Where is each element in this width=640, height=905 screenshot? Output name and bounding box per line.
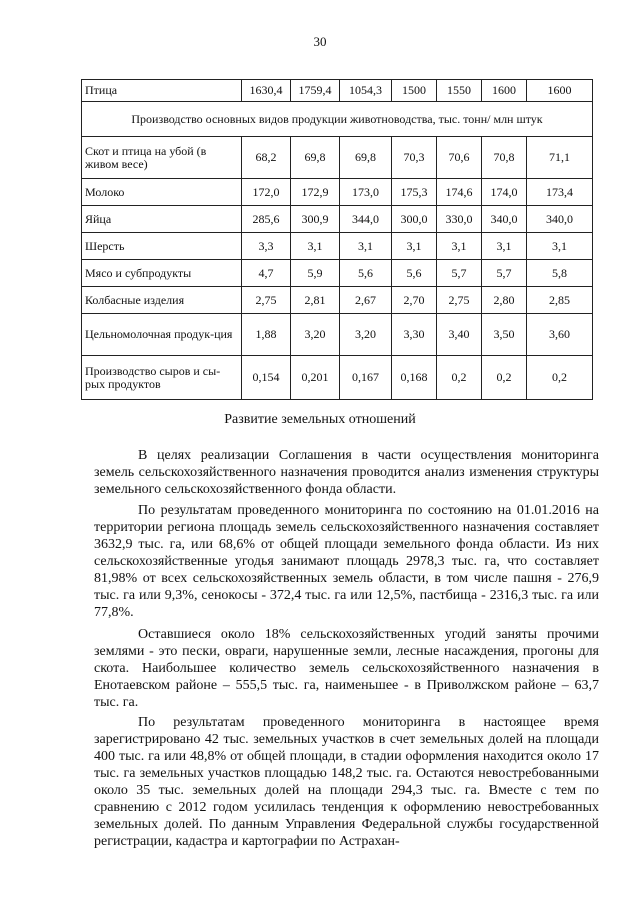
table-cell: 3,1: [340, 233, 392, 260]
table-cell: 1054,3: [340, 80, 392, 102]
table-cell: 70,3: [392, 137, 437, 179]
row-label: Шерсть: [82, 233, 242, 260]
section-heading: Развитие земельных отношений: [224, 412, 416, 427]
table-cell: 2,85: [527, 287, 593, 314]
row-label: Молоко: [82, 179, 242, 206]
table-cell: 69,8: [291, 137, 340, 179]
row-label: Яйца: [82, 206, 242, 233]
table-cell: 70,8: [482, 137, 527, 179]
table-cell: 285,6: [242, 206, 291, 233]
table-cell: 1500: [392, 80, 437, 102]
row-label: Цельномолочная продук-ция: [82, 314, 242, 356]
row-label: Производство сыров и сы-рых продуктов: [82, 356, 242, 400]
table-row: [82, 314, 593, 356]
table-cell: 174,0: [482, 179, 527, 206]
table-row: [82, 260, 593, 287]
table-cell: 172,0: [242, 179, 291, 206]
table-cell: 2,81: [291, 287, 340, 314]
table-cell: 5,6: [340, 260, 392, 287]
table-cell: 70,6: [437, 137, 482, 179]
section-title: Производство основных видов продукции животноводства, тыс. тонн/ млн штук: [82, 102, 593, 137]
paragraph-text: Оставшиеся около 18% сельскохозяйственных угодий заняты прочими землями - это пески, овраги, нарушенные земли, лесные насаждения, прогоны для скота. Наибольшее количество земель сельскохозяйственного назначения в Енотаевском районе – 555,5 тыс. га, наименьшее - в Приволжском районе – 63,7 тыс. га.: [94, 627, 599, 710]
table-cell: 1550: [437, 80, 482, 102]
table-cell: 330,0: [437, 206, 482, 233]
table-cell: 0,154: [242, 356, 291, 400]
table-cell: 173,4: [527, 179, 593, 206]
table-cell: 1630,4: [242, 80, 291, 102]
table-cell: 4,7: [242, 260, 291, 287]
table-cell: 5,9: [291, 260, 340, 287]
table-cell: 344,0: [340, 206, 392, 233]
body-paragraph: [94, 447, 599, 498]
table-cell: 3,30: [392, 314, 437, 356]
table-cell: 3,20: [291, 314, 340, 356]
table-cell: 173,0: [340, 179, 392, 206]
table-cell: 2,75: [437, 287, 482, 314]
table-cell: 0,2: [437, 356, 482, 400]
table-cell: 0,168: [392, 356, 437, 400]
table-cell: 3,1: [527, 233, 593, 260]
production-table: [81, 79, 593, 400]
table-row: [82, 80, 593, 102]
table-cell: 1600: [527, 80, 593, 102]
table-cell: 3,1: [482, 233, 527, 260]
row-label: Скот и птица на убой (в живом весе): [82, 137, 242, 179]
row-label: Мясо и субпродукты: [82, 260, 242, 287]
table-cell: 340,0: [482, 206, 527, 233]
page-number: 30: [313, 34, 327, 49]
table-cell: 5,7: [482, 260, 527, 287]
table-cell: 2,67: [340, 287, 392, 314]
table-cell: 0,2: [527, 356, 593, 400]
table-cell: 3,1: [291, 233, 340, 260]
table-cell: 0,167: [340, 356, 392, 400]
table-cell: 300,9: [291, 206, 340, 233]
table-cell: 175,3: [392, 179, 437, 206]
table-row: [82, 356, 593, 400]
table-cell: 0,201: [291, 356, 340, 400]
paragraph-text: В целях реализации Соглашения в части осуществления мониторинга земель сельскохозяйственного назначения проводится анализ изменения структуры земельного сельскохозяйственного фонда области.: [94, 448, 599, 497]
table-cell: 300,0: [392, 206, 437, 233]
body-paragraph: [94, 714, 599, 850]
body-paragraph: [94, 626, 599, 711]
table-cell: 0,2: [482, 356, 527, 400]
table-cell: 2,70: [392, 287, 437, 314]
table-cell: 1759,4: [291, 80, 340, 102]
table-cell: 68,2: [242, 137, 291, 179]
table-cell: 3,20: [340, 314, 392, 356]
table-cell: 2,80: [482, 287, 527, 314]
table-section-row: [82, 102, 593, 137]
table-cell: 2,75: [242, 287, 291, 314]
table-cell: 3,1: [392, 233, 437, 260]
table-cell: 5,6: [392, 260, 437, 287]
table-cell: 71,1: [527, 137, 593, 179]
table-cell: 3,50: [482, 314, 527, 356]
table-cell: 172,9: [291, 179, 340, 206]
paragraph-text: По результатам проведенного мониторинга в настоящее время зарегистрировано 42 тыс. земельных участков в счет земельных долей на площади 400 тыс. га или 48,8% от общей площади, в стадии оформления находится около 17 тыс. га земельных участков площадью 148,2 тыс. га. Остаются невостребованными около 35 тыс. земельных долей на площади 294,3 тыс. га. Вместе с тем по сравнению с 2012 годом усилилась тенденция к оформлению невостребованных земельных долей. По данным Управления Федеральной службы государственной регистрации, кадастра и картографии по Астрахан-: [94, 715, 599, 849]
table-row: [82, 206, 593, 233]
table-cell: 69,8: [340, 137, 392, 179]
table-row: [82, 287, 593, 314]
table-cell: 1600: [482, 80, 527, 102]
body-paragraph: [94, 502, 599, 621]
table-cell: 3,1: [437, 233, 482, 260]
table-cell: 174,6: [437, 179, 482, 206]
row-label: Колбасные изделия: [82, 287, 242, 314]
table-cell: 3,3: [242, 233, 291, 260]
table-cell: 3,60: [527, 314, 593, 356]
table-cell: 1,88: [242, 314, 291, 356]
table-cell: 3,40: [437, 314, 482, 356]
table-cell: 5,7: [437, 260, 482, 287]
table-row: [82, 137, 593, 179]
table-cell: 5,8: [527, 260, 593, 287]
table-row: [82, 179, 593, 206]
row-label: Птица: [82, 80, 242, 102]
table-row: [82, 233, 593, 260]
table-cell: 340,0: [527, 206, 593, 233]
paragraph-text: По результатам проведенного мониторинга по состоянию на 01.01.2016 на территории региона площадь земель сельскохозяйственного назначения составляет 3632,9 тыс. га, или 68,6% от общей площади земельного фонда области. Из них сельскохозяйственные угодья занимают площадь 2978,3 тыс. га, что составляет 81,98% от всех сельскохозяйственных земель области, в том числе пашня - 276,9 тыс. га или 9,3%, сенокосы - 372,4 тыс. га или 12,5%, пастбища - 2316,3 тыс. га или 77,8%.: [94, 503, 599, 620]
